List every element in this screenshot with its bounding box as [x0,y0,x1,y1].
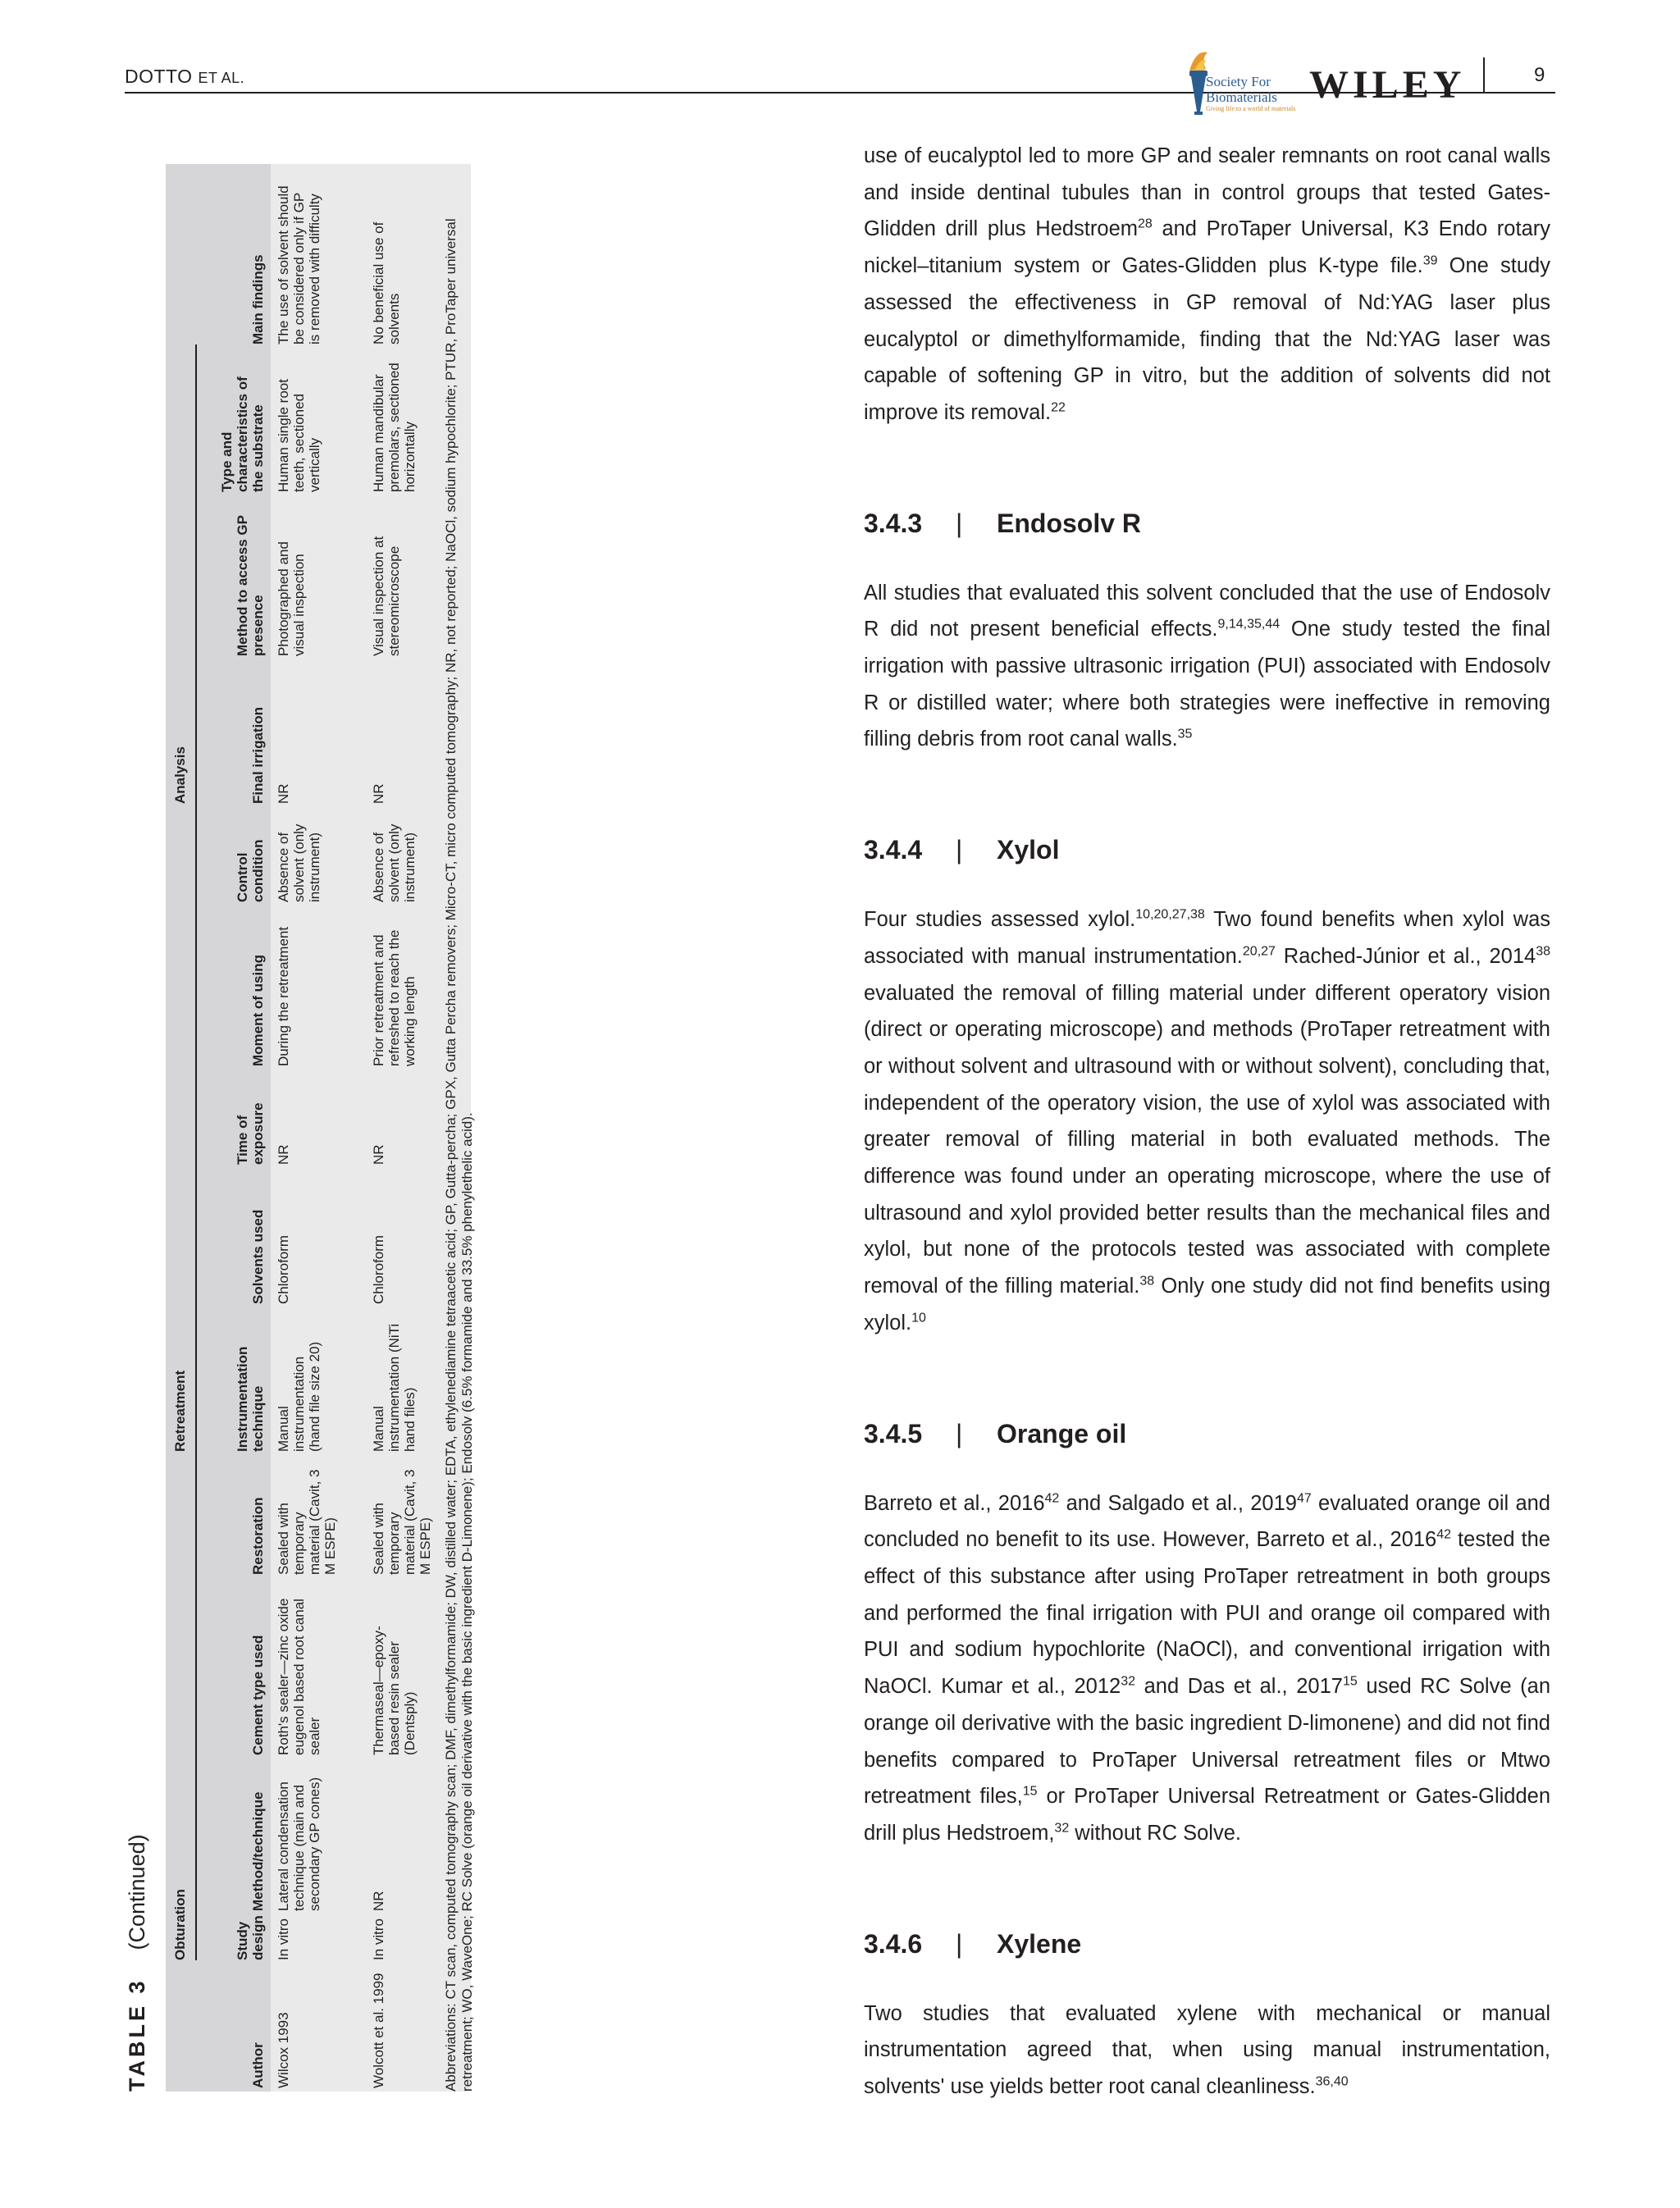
section-title: Orange oil [997,1418,1127,1448]
text-run: tested the effect of this substance after using ProTaper retreatment in both groups and performed the final irrigation with PUI and orange oil compared with PUI and sodium hypochlorite (NaOCl), and conventional irrigation with NaOCl. Kumar et al., 2012 [864,1528,1550,1699]
text-run: Two studies that evaluated xylene with mechanical or manual instrumentation agreed that, when using manual instrumentation, solvents' use yields better root canal cleanliness. [864,2001,1550,2099]
citation-superscript: 36,40 [1315,2074,1349,2089]
section-separator: | [956,1418,963,1448]
group-header-analysis: Analysis [172,746,188,804]
citation-superscript: 32 [1054,1821,1070,1836]
citation-superscript: 22 [1051,400,1066,415]
table-caption: (Continued) [125,1834,149,1950]
cell-control: Absence of solvent (only instrument) [276,823,322,902]
author-name: DOTTO [125,66,193,87]
paragraph-endosolv [864,575,1550,759]
section-title: Xylene [997,1928,1082,1959]
cell-moment: Prior retreatment and refreshed to reach the working length [371,929,418,1066]
cell-study-design: In vitro [371,1918,386,1960]
citation-superscript: 10 [911,1311,926,1325]
cell-instrumentation: Manual instrumentation (hand file size 20) [276,1341,322,1452]
cell-time-exposure: NR [371,1144,386,1165]
table-title [125,1834,150,2092]
table-body [166,164,471,2092]
citation-superscript: 35 [1177,727,1193,741]
col-main-findings: Main findings [250,254,266,344]
cell-method: NR [371,1891,386,1911]
col-method-gp: Method to access GP presence [235,515,266,656]
cell-cement: Thermaseal—epoxy-based resin sealer (Dentsply) [371,1626,418,1755]
col-restoration: Restoration [250,1497,266,1575]
group-rule-analysis [195,344,197,804]
text-run: and Das et al., 2017 [1134,1675,1343,1699]
citation-superscript: 10,20,27,38 [1135,907,1205,922]
text-run: Rached-Júnior et al., 2014 [1275,944,1536,968]
citation-superscript: 32 [1121,1674,1135,1689]
section-number: 3.4.3 [864,508,923,538]
cell-moment: During the retreatment [276,926,291,1066]
text-run: Only one study did not find benefits using xylol. [864,1275,1551,1334]
section-heading-3-4-4 [864,835,1550,865]
header-divider [1483,57,1485,94]
cell-solvents: Chloroform [276,1234,291,1304]
text-run: without RC Solve. [1069,1821,1241,1845]
cell-instrumentation: Manual instrumentation (NiTi hand files) [371,1323,418,1452]
table-header [166,164,271,2092]
intro-paragraph [864,138,1550,431]
section-heading-3-4-5 [864,1419,1550,1449]
group-rule-obturation [195,1452,197,1960]
cell-study-design: In vitro [276,1918,291,1960]
text-run: evaluated orange oil and concluded no benefit to its use. However, Barreto et al., 2016 [864,1491,1550,1552]
cell-author: Wilcox 1993 [276,2012,291,2088]
cell-main-findings: No beneficial use of solvents [371,221,402,344]
section-number: 3.4.6 [864,1928,923,1959]
text-run: use of eucalyptol led to more GP and sealer remnants on root canal walls and inside dentinal tubules than in control groups that tested Gates-Glidden drill plus Hedstroem [864,144,1550,241]
running-head-author [125,66,244,88]
cell-cement: Roth's sealer—zinc oxide eugenol based root canal sealer [276,1598,322,1755]
table-label: TABLE 3 [125,1978,149,2092]
cell-main-findings: The use of solvent should be considered only if GP is removed with difficulty [276,185,322,344]
body-column [864,138,1550,2105]
section-separator: | [956,835,963,865]
text-run: One study tested the final irrigation with passive ultrasonic irrigation (PUI) associated with Endosolv R or distilled water; where both strategies were ineffective in removing filling debris from root canal walls. [864,618,1550,751]
section-separator: | [956,1928,963,1959]
col-moment-using: Moment of using [250,955,266,1066]
society-tagline: Giving life to a world of materials [1206,105,1296,112]
cell-final-irrigation: NR [371,783,386,804]
text-run: used RC Solve (an orange oil derivative with the basic ingredient D-limonene) and did not find benefits compared to ProTaper Universal retreatment files or Mtwo retreatment files, [864,1675,1550,1809]
society-line-2: Biomaterials [1206,89,1277,105]
text-run: One study assessed the effectiveness in GP removal of Nd:YAG laser plus eucalyptol or dimethylformamide, finding that the Nd:YAG laser was capable of softening GP in vitro, but the addition of solvents did not improve its removal. [864,254,1550,424]
text-run: Barreto et al., 2016 [864,1491,1045,1515]
cell-method: Lateral condensation technique (main and secondary GP cones) [276,1777,322,1911]
col-cement-type: Cement type used [250,1635,266,1755]
col-instrumentation: Instrumentation technique [235,1346,266,1452]
citation-superscript: 15 [1342,1674,1358,1689]
paragraph-xylol [864,901,1550,1341]
cell-substrate: Human single root teeth, sectioned vertically [276,379,322,492]
col-final-irrigation: Final irrigation [250,706,266,804]
col-substrate: Type and characteristics of the substrate [219,376,266,492]
section-separator: | [956,508,963,538]
text-run: or ProTaper Universal Retreatment or Gates-Glidden drill plus Hedstroem, [864,1785,1551,1845]
col-study-design: Study design [235,1915,266,1960]
col-author: Author [250,2042,266,2088]
text-run: Two found benefits when xylol was associated with manual instrumentation. [864,908,1550,968]
group-header-obturation: Obturation [172,1889,188,1960]
cell-author: Wolcott et al. 1999 [371,1973,386,2088]
cell-time-exposure: NR [276,1144,291,1165]
text-run: evaluated the removal of filling material under different operatory vision (direct or operating microscope) and methods (ProTaper retreatment with or without solvent and ultrasound with or without solvent), concluding that, independent of the operatory vision, the use of xylol was associated with greater removal of filling material in both evaluated methods. The difference was found under an operating microscope, where the use of ultrasound and xylol provided better results than the mechanical files and xylol, but none of the protocols tested was associated with complete removal of the filling material. [864,981,1550,1298]
citation-superscript: 38 [1139,1274,1155,1289]
cell-control: Absence of solvent (only instrument) [371,823,418,902]
cell-method-gp: Visual inspection at stereomicroscope [371,536,402,656]
paragraph-xylene [864,1996,1550,2105]
cell-method-gp: Photographed and visual inspection [276,541,307,656]
wiley-logo: WILEY [1309,63,1466,107]
section-heading-3-4-3 [864,509,1550,539]
table-3-rotated [125,164,502,2092]
citation-superscript: 38 [1536,944,1551,959]
citation-superscript: 42 [1436,1527,1452,1542]
col-control-condition: Control condition [235,839,266,902]
col-method-technique: Method/technique [250,1791,266,1911]
cell-final-irrigation: NR [276,783,291,804]
cell-restoration: Sealed with temporary material (Cavit, 3 M ESPE) [276,1469,338,1575]
society-for-biomaterials-wordmark [1206,74,1295,113]
citation-superscript: 9,14,35,44 [1217,617,1281,632]
section-title: Endosolv R [997,508,1142,538]
group-rule-retreatment [195,804,197,1452]
citation-superscript: 42 [1044,1491,1060,1506]
text-run: and Salgado et al., 2019 [1059,1491,1297,1515]
section-number: 3.4.4 [864,835,923,865]
page-number: 9 [1534,64,1545,86]
society-line-1: Society For [1206,74,1271,89]
text-run: All studies that evaluated this solvent concluded that the use of Endosolv R did not present beneficial effects. [864,581,1550,641]
paragraph-orange-oil [864,1485,1550,1852]
section-title: Xylol [997,835,1060,865]
et-al: ET AL. [198,70,245,86]
citation-superscript: 47 [1296,1491,1312,1506]
citation-superscript: 20,27 [1242,944,1276,959]
cell-restoration: Sealed with temporary material (Cavit, 3 M ESPE) [371,1469,433,1575]
text-run: and ProTaper Universal, K3 Endo rotary nickel–titanium system or Gates-Glidden plus K-type file. [864,217,1550,278]
col-time-exposure: Time of exposure [235,1102,266,1165]
table-abbreviations: Abbreviations: CT scan, computed tomography scan; DMF, dimethylformamide; DW, distilled water; EDTA, ethylenediamine tetraacetic acid; GP, Gutta-percha; GPX, Gutta Percha removers; Micro-CT, micro computed tomography; NR, not reported; NaOCl, sodium hypochlorite; PTUR, ProTaper universal retreatment; WO, WaveOne; RC Solve (orange oil derivative with the basic ingredient D-Limonene); Endosolv (6.5% formamide and 33.5% phenylethelic acid). [443,218,475,2092]
text-run: Four studies assessed xylol. [864,908,1136,932]
section-heading-3-4-6 [864,1929,1550,1959]
cell-substrate: Human mandibular premolars, sectioned horizontally [371,363,418,492]
group-header-retreatment: Retreatment [172,1370,188,1452]
citation-superscript: 39 [1422,253,1438,268]
cell-solvents: Chloroform [371,1234,386,1304]
citation-superscript: 28 [1138,217,1153,231]
section-number: 3.4.5 [864,1418,923,1448]
citation-superscript: 15 [1022,1784,1038,1799]
col-solvents: Solvents used [250,1209,266,1304]
